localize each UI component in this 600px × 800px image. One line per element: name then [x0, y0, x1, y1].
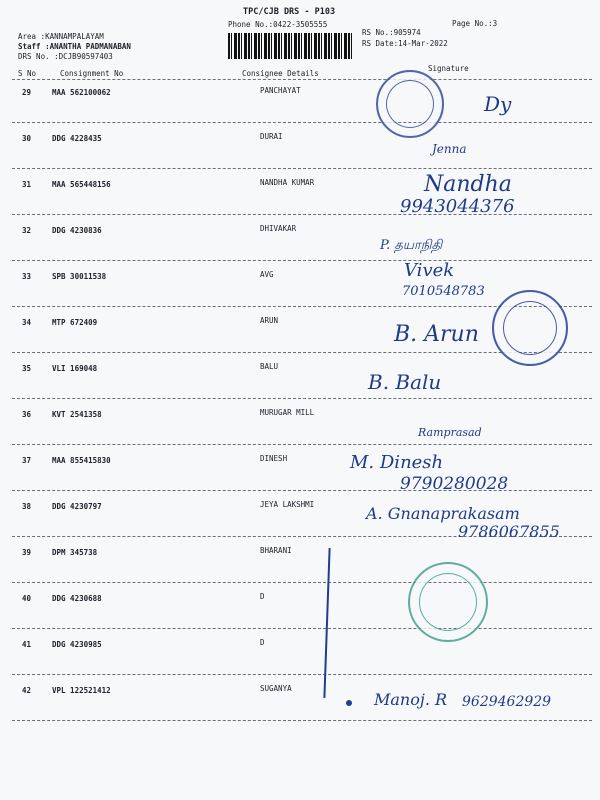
- consignee-name: SUGANYA: [260, 684, 292, 693]
- consignment-number: VPL 122521412: [52, 686, 111, 695]
- handwriting-11: 9790280028: [400, 474, 509, 494]
- consignee-name: DHIVAKAR: [260, 224, 297, 233]
- serial-number: 35: [22, 364, 32, 373]
- consignee-name: DINESH: [260, 454, 288, 463]
- round-stamp-top: [376, 70, 444, 138]
- consignment-number: VLI 169048: [52, 364, 98, 373]
- consignee-name: DURAI: [260, 132, 283, 141]
- consignment-number: KVT 2541358: [52, 410, 102, 419]
- page-number: Page No.:3: [452, 19, 498, 28]
- handwriting-15: 9629462929: [462, 694, 552, 710]
- rs-number: RS No.:905974: [362, 28, 421, 37]
- consignee-name: NANDHA KUMAR: [260, 178, 315, 187]
- consignment-number: SPB 30011538: [52, 272, 107, 281]
- column-header-details: Consignee Details: [242, 69, 319, 78]
- consignee-name: JEYA LAKSHMI: [260, 500, 315, 509]
- row-divider: [12, 674, 592, 675]
- serial-number: 36: [22, 410, 32, 419]
- handwriting-3: 9943044376: [400, 196, 515, 217]
- staff-label: Staff :ANANTHA PADMANABAN: [18, 42, 131, 51]
- serial-number: 32: [22, 226, 32, 235]
- handwriting-7: B. Arun: [394, 322, 479, 347]
- pen-stroke-row-42: [346, 700, 352, 706]
- spinning-mills-stamp: [492, 290, 568, 366]
- barcode: [228, 33, 354, 59]
- serial-number: 33: [22, 272, 32, 281]
- handwriting-6: 7010548783: [402, 284, 485, 299]
- serial-number: 39: [22, 548, 32, 557]
- serial-number: 29: [22, 88, 32, 97]
- handwriting-8: B. Balu: [368, 370, 442, 394]
- handwriting-10: M. Dinesh: [350, 452, 444, 473]
- row-divider: [12, 122, 592, 123]
- consignment-number: DDG 4230688: [52, 594, 102, 603]
- consignment-number: MTP 672409: [52, 318, 98, 327]
- column-header-consignment: Consignment No: [60, 69, 124, 78]
- row-divider: [12, 628, 592, 629]
- teal-round-stamp: [408, 562, 488, 642]
- handwriting-1: Jenna: [432, 142, 467, 156]
- row-divider: [12, 398, 592, 399]
- vertical-pen-stroke: [323, 548, 330, 698]
- serial-number: 31: [22, 180, 32, 189]
- consignee-name: D: [260, 638, 265, 647]
- consignee-name: BALU: [260, 362, 279, 371]
- handwriting-4: P. தயாநிதி: [380, 238, 443, 253]
- column-header-sno: S No: [18, 69, 37, 78]
- serial-number: 42: [22, 686, 32, 695]
- drs-number: DRS No. :DCJB90597403: [18, 52, 113, 61]
- header-rule: [12, 79, 592, 80]
- consignee-name: BHARANI: [260, 546, 292, 555]
- consignment-number: DDG 4230985: [52, 640, 102, 649]
- consignment-number: DPM 345738: [52, 548, 98, 557]
- row-divider: [12, 168, 592, 169]
- serial-number: 37: [22, 456, 32, 465]
- consignment-number: MAA 855415830: [52, 456, 111, 465]
- handwriting-14: Manoj. R: [374, 690, 448, 709]
- handwriting-2: Nandha: [424, 172, 512, 197]
- consignment-number: MAA 565448156: [52, 180, 111, 189]
- sheet-title: TPC/CJB DRS - P103: [243, 7, 336, 17]
- row-divider: [12, 260, 592, 261]
- serial-number: 41: [22, 640, 32, 649]
- consignment-number: DDG 4228435: [52, 134, 102, 143]
- consignment-number: DDG 4230797: [52, 502, 102, 511]
- consignee-name: D: [260, 592, 265, 601]
- column-header-signature: Signature: [428, 64, 469, 73]
- phone-number: Phone No.:0422-3505555: [228, 20, 328, 29]
- row-divider: [12, 582, 592, 583]
- serial-number: 40: [22, 594, 32, 603]
- consignee-name: PANCHAYAT: [260, 86, 301, 95]
- area-label: Area :KANNAMPALAYAM: [18, 32, 104, 41]
- serial-number: 34: [22, 318, 32, 327]
- serial-number: 30: [22, 134, 32, 143]
- consignee-name: AVG: [260, 270, 274, 279]
- consignment-number: MAA 562100062: [52, 88, 111, 97]
- handwriting-5: Vivek: [404, 260, 455, 281]
- handwriting-12: A. Gnanaprakasam: [366, 504, 520, 523]
- consignment-number: DDG 4230836: [52, 226, 102, 235]
- row-divider: [12, 444, 592, 445]
- serial-number: 38: [22, 502, 32, 511]
- row-divider: [12, 720, 592, 721]
- signature-row-29: Dy: [484, 92, 512, 116]
- consignee-name: ARUN: [260, 316, 279, 325]
- rs-date: RS Date:14-Mar-2022: [362, 39, 448, 48]
- handwriting-13: 9786067855: [458, 522, 560, 541]
- consignee-name: MURUGAR MILL: [260, 408, 315, 417]
- handwriting-9: Ramprasad: [418, 426, 482, 439]
